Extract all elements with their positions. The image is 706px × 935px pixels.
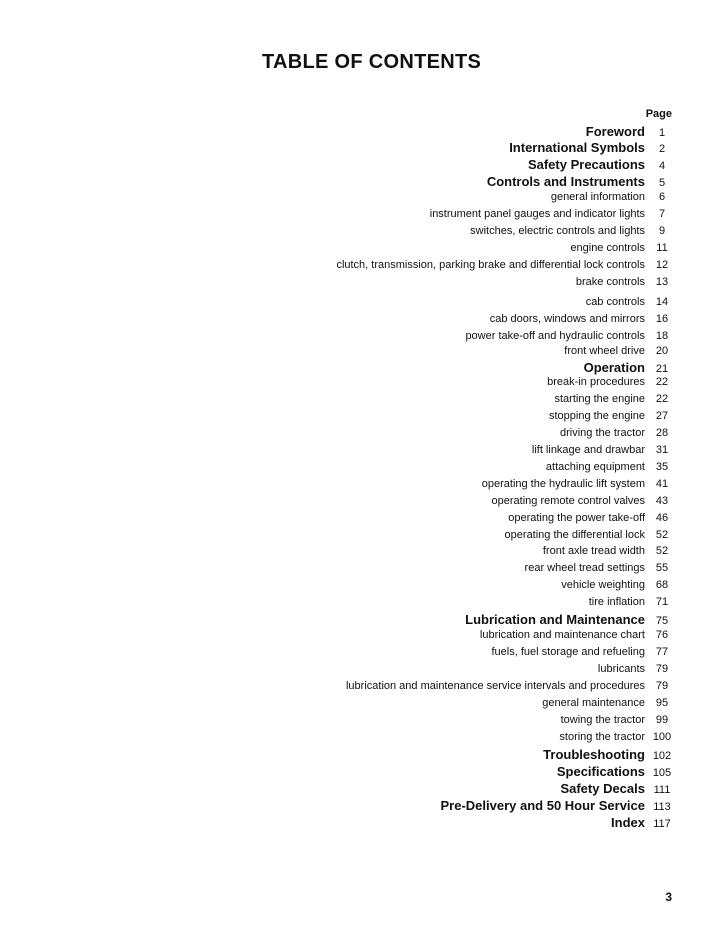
toc-entry-page: 1 <box>658 127 666 139</box>
toc-entry-title: front axle tread width <box>542 545 645 557</box>
toc-entry-title: towing the tractor <box>560 714 645 726</box>
toc-entry-title: storing the tractor <box>559 731 645 743</box>
page-title: TABLE OF CONTENTS <box>262 51 482 73</box>
toc-entry-title: attaching equipment <box>545 461 645 473</box>
toc-entry-title: clutch, transmission, parking brake and differential lock controls <box>336 259 645 271</box>
toc-entry-page: 46 <box>655 512 669 524</box>
toc-entry-title: rear wheel tread settings <box>524 562 645 574</box>
toc-entry-title: lift linkage and drawbar <box>531 444 645 456</box>
toc-entry-page: 100 <box>652 731 672 743</box>
toc-entry-page: 75 <box>655 615 669 627</box>
toc-entry-page: 27 <box>655 410 669 422</box>
toc-entry-page: 4 <box>658 160 666 172</box>
toc-entry-title: vehicle weighting <box>561 579 645 591</box>
toc-entry-title: Controls and Instruments <box>486 174 645 189</box>
toc-entry <box>564 345 679 357</box>
toc-entry-page: 16 <box>655 313 669 325</box>
toc-entry-title: operating the hydraulic lift system <box>481 478 645 490</box>
toc-entry <box>547 376 679 388</box>
toc-entry-page: 71 <box>655 596 669 608</box>
toc-entry <box>576 276 679 288</box>
toc-entry-page: 99 <box>655 714 669 726</box>
toc-entry-title: operating the differential lock <box>504 529 645 541</box>
page-column-header: Page <box>645 108 672 120</box>
toc-entry <box>470 225 679 237</box>
toc-entry-title: cab controls <box>585 296 645 308</box>
toc-entry <box>586 124 679 139</box>
toc-entry-page: 117 <box>653 818 671 830</box>
toc-entry-page: 12 <box>655 259 669 271</box>
toc-entry-page: 2 <box>658 143 666 155</box>
toc-entry-title: Operation <box>583 360 645 375</box>
toc-entry <box>336 259 679 271</box>
toc-entry-title: Troubleshooting <box>543 747 645 762</box>
toc-entry-page: 111 <box>653 784 671 796</box>
toc-entry <box>560 427 679 439</box>
toc-entry <box>480 629 679 641</box>
toc-entry-title: power take-off and hydraulic controls <box>465 330 645 342</box>
toc-entry-page: 18 <box>655 330 669 342</box>
toc-entry-title: general maintenance <box>542 697 645 709</box>
toc-entry-title: engine controls <box>570 242 645 254</box>
toc-entry-title: tire inflation <box>588 596 645 608</box>
toc-entry-title: break-in procedures <box>547 376 645 388</box>
toc-entry <box>543 545 679 557</box>
toc-entry-page: 68 <box>655 579 669 591</box>
toc-entry-page: 5 <box>658 177 666 189</box>
toc-entry <box>505 529 679 541</box>
toc-entry-page: 79 <box>655 663 669 675</box>
toc-entry <box>532 444 679 456</box>
toc-entry <box>560 781 679 796</box>
toc-entry-title: operating remote control valves <box>491 495 645 507</box>
toc-entry <box>561 714 679 726</box>
toc-entry-title: operating the power take-off <box>508 512 645 524</box>
toc-entry-title: Lubrication and Maintenance <box>465 612 645 627</box>
toc-entry <box>570 242 679 254</box>
toc-entry-title: International Symbols <box>509 140 645 155</box>
toc-entry <box>554 393 679 405</box>
toc-entry <box>546 461 679 473</box>
toc-entry <box>561 579 679 591</box>
toc-entry-page: 95 <box>655 697 669 709</box>
toc-entry <box>559 731 679 743</box>
toc-entry <box>509 140 679 155</box>
toc-entry-title: switches, electric controls and lights <box>470 225 645 237</box>
toc-entry-page: 7 <box>658 208 666 220</box>
toc-entry-page: 13 <box>655 276 669 288</box>
toc-entry-page: 21 <box>655 363 669 375</box>
toc-entry <box>508 512 679 524</box>
toc-entry-page: 41 <box>655 478 669 490</box>
toc-entry <box>549 410 679 422</box>
toc-entry <box>482 478 679 490</box>
toc-entry-page: 76 <box>655 629 669 641</box>
toc-entry-title: lubricants <box>597 663 645 675</box>
toc-entry-title: lubrication and maintenance chart <box>479 629 645 641</box>
toc-entry-title: general information <box>550 191 645 203</box>
toc-entry <box>551 191 679 203</box>
toc-entry-page: 52 <box>655 545 669 557</box>
toc-entry-page: 14 <box>655 296 669 308</box>
page-number: 3 <box>665 890 672 904</box>
toc-entry-title: instrument panel gauges and indicator lights <box>429 208 645 220</box>
toc-entry-title: driving the tractor <box>560 427 645 439</box>
toc-entry <box>584 360 679 375</box>
toc-entry <box>492 495 679 507</box>
toc-entry <box>528 157 679 172</box>
toc-entry-title: cab doors, windows and mirrors <box>489 313 645 325</box>
toc-entry-page: 105 <box>652 767 672 779</box>
toc-entry-page: 43 <box>655 495 669 507</box>
toc-entry <box>557 764 679 779</box>
toc-entry <box>441 798 680 813</box>
toc-entry <box>611 815 679 830</box>
toc-entry-title: stopping the engine <box>548 410 645 422</box>
toc-entry <box>492 646 680 658</box>
toc-entry-title: Safety Precautions <box>527 157 645 172</box>
toc-entry-page: 52 <box>655 529 669 541</box>
toc-entry <box>490 313 679 325</box>
toc-entry <box>465 330 679 342</box>
toc-entry-page: 79 <box>655 680 669 692</box>
toc-entry <box>543 747 679 762</box>
toc-entry <box>430 208 679 220</box>
toc-entry-page: 102 <box>652 750 672 762</box>
toc-entry-title: Pre-Delivery and 50 Hour Service <box>440 798 645 813</box>
toc-entry-page: 22 <box>655 393 669 405</box>
toc-entry <box>586 296 679 308</box>
toc-entry <box>346 680 679 692</box>
toc-entry-page: 9 <box>658 225 666 237</box>
toc-entry-page: 22 <box>655 376 669 388</box>
toc-entry <box>598 663 679 675</box>
toc-entry-page: 6 <box>658 191 666 203</box>
toc-entry-title: brake controls <box>575 276 645 288</box>
toc-entry-page: 28 <box>655 427 669 439</box>
toc-entry <box>525 562 679 574</box>
toc-entry <box>589 596 679 608</box>
toc-entry-page: 35 <box>655 461 669 473</box>
toc-entry-title: lubrication and maintenance service intervals and procedures <box>345 680 645 692</box>
toc-entry-title: fuels, fuel storage and refueling <box>491 646 645 658</box>
toc-entry-title: front wheel drive <box>564 345 645 357</box>
toc-entry-title: starting the engine <box>554 393 645 405</box>
toc-entry-title: Foreword <box>585 124 645 139</box>
toc-entry-title: Safety Decals <box>560 781 645 796</box>
toc-entry-page: 113 <box>653 801 671 813</box>
toc-entry-page: 77 <box>655 646 669 658</box>
toc-entry <box>542 697 679 709</box>
toc-entry-title: Index <box>611 815 645 830</box>
toc-entry-page: 31 <box>655 444 669 456</box>
toc-entry-title: Specifications <box>556 764 645 779</box>
toc-entry <box>487 174 679 189</box>
toc-entry-page: 20 <box>655 345 669 357</box>
toc-entry-page: 11 <box>656 242 668 254</box>
toc-entry-page: 55 <box>655 562 669 574</box>
toc-entry <box>465 612 679 627</box>
